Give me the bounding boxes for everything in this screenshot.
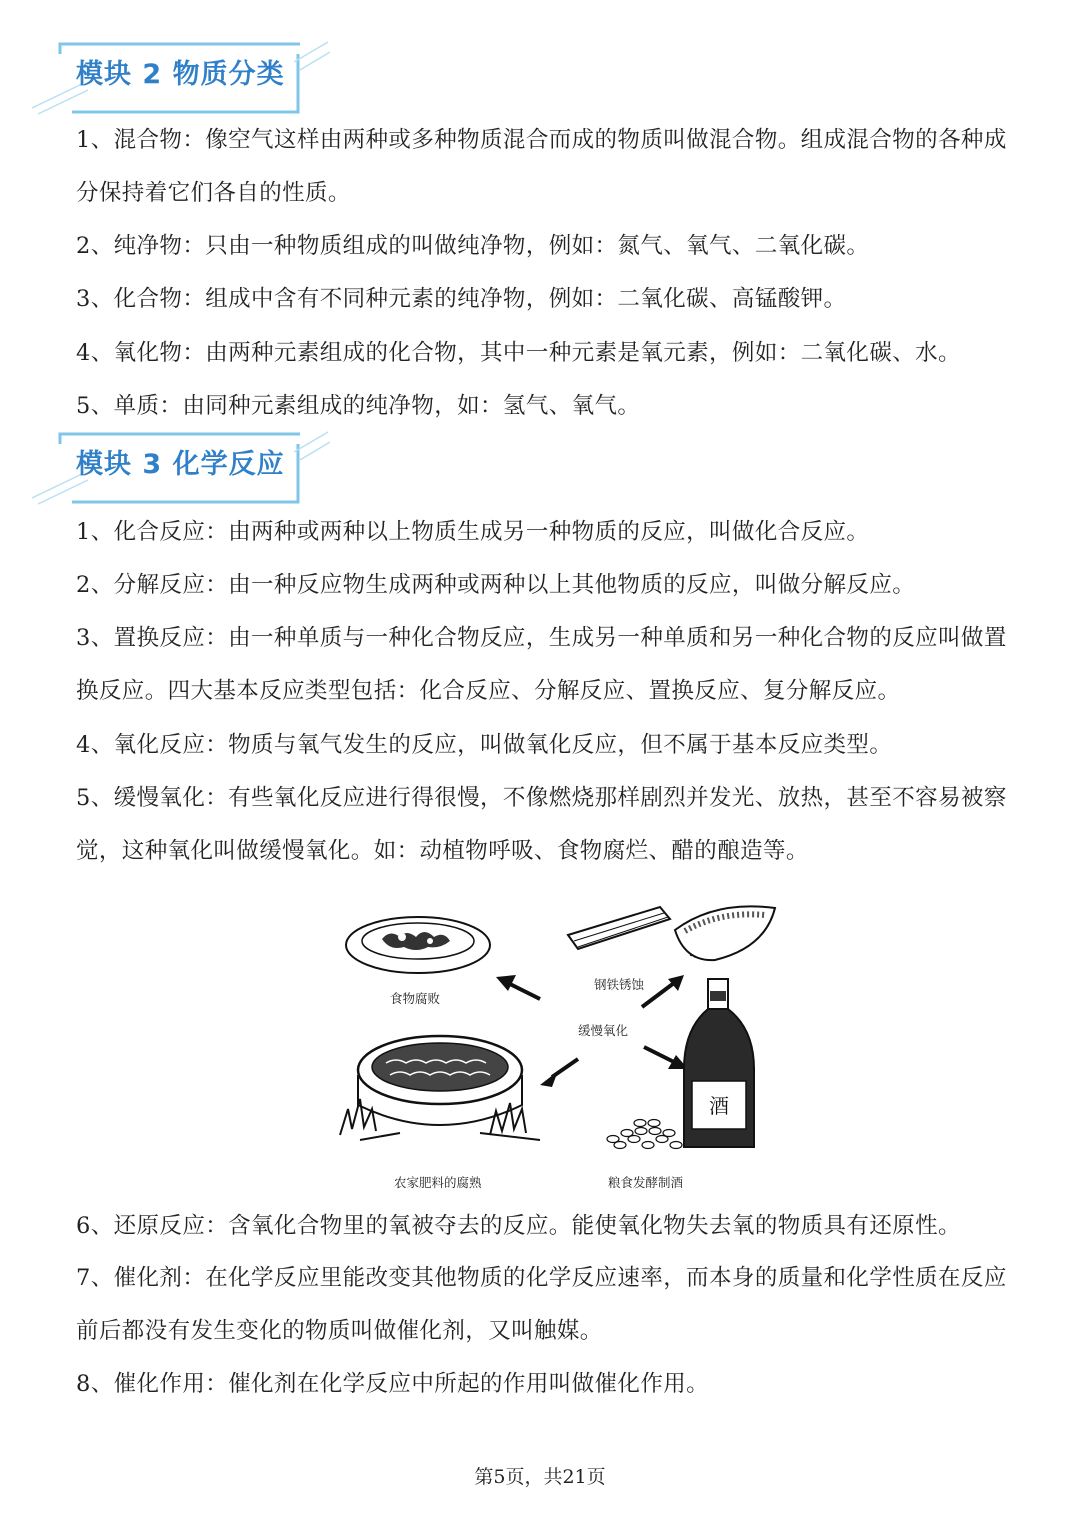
arrow-to-steel-icon [642, 975, 684, 1007]
module2-item-2: 2、纯净物：只由一种物质组成的叫做纯净物，例如：氮气、氧气、二氧化碳。 [76, 233, 870, 259]
module2-heading [32, 40, 332, 120]
module3-item-1: 1、化合反应：由两种或两种以上物质生成另一种物质的反应，叫做化合反应。 [76, 519, 870, 545]
rotten-food-plate-icon [346, 917, 490, 973]
module3-item-8: 8、催化作用：催化剂在化学反应中所起的作用叫做催化作用。 [76, 1371, 710, 1397]
module2-item-5: 5、单质：由同种元素组成的纯净物，如：氢气、氧气。 [76, 393, 641, 419]
wine-bottle-label: 酒 [709, 1094, 729, 1118]
module2-item-4: 4、氧化物：由两种元素组成的化合物，其中一种元素是氧元素，例如：二氧化碳、水。 [76, 340, 961, 366]
arrow-to-food-icon [496, 975, 540, 999]
module3-heading [32, 430, 332, 510]
compost-label: 农家肥料的腐熟 [394, 1175, 482, 1190]
slow-oxidation-figure [330, 895, 780, 1200]
wine-bottle-icon [684, 979, 754, 1147]
grain-pile-icon [607, 1120, 682, 1149]
module3-item-4: 4、氧化反应：物质与氧气发生的反应，叫做氧化反应，但不属于基本反应类型。 [76, 732, 893, 758]
compost-basin-icon [340, 1036, 540, 1140]
module3-item-3: 3、置换反应：由一种单质与一种化合物反应，生成另一种单质和另一种化合物的反应叫做置换反应。四大基本反应类型包括：化合反应、分解反应、置换反应、复分解反应。 [76, 625, 1007, 704]
module3-item-5: 5、缓慢氧化：有些氧化反应进行得很慢，不像燃烧那样剧烈并发光、放热，甚至不容易被察觉，这种氧化叫做缓慢氧化。如：动植物呼吸、食物腐烂、醋的酿造等。 [76, 785, 1007, 864]
module3-title: 模块 3 化学反应 [76, 449, 285, 480]
module2-item-1: 1、混合物：像空气这样由两种或多种物质混合而成的物质叫做混合物。组成混合物的各种成分保持着它们各自的性质。 [76, 127, 1007, 206]
module3-item-6: 6、还原反应：含氧化合物里的氧被夺去的反应。能使氧化物失去氧的物质具有还原性。 [76, 1213, 961, 1239]
food-label: 食物腐败 [390, 991, 441, 1006]
steel-label: 钢铁锈蚀 [594, 977, 645, 992]
center-label: 缓慢氧化 [578, 1023, 629, 1038]
slow-oxidation-illustration [330, 895, 780, 1200]
arrow-to-wine-icon [644, 1047, 688, 1069]
page-number: 第5页，共21页 [474, 1466, 606, 1488]
rusty-steel-icon [568, 906, 775, 960]
module2-title: 模块 2 物质分类 [76, 59, 285, 90]
arrow-to-compost-icon [540, 1059, 578, 1087]
module3-item-7: 7、催化剂：在化学反应里能改变其他物质的化学反应速率，而本身的质量和化学性质在反应前后都没有发生变化的物质叫做催化剂，又叫触媒。 [76, 1265, 1007, 1344]
wine-label: 粮食发酵制酒 [608, 1175, 684, 1190]
module2-item-3: 3、化合物：组成中含有不同种元素的纯净物，例如：二氧化碳、高锰酸钾。 [76, 286, 847, 312]
module3-item-2: 2、分解反应：由一种反应物生成两种或两种以上其他物质的反应，叫做分解反应。 [76, 572, 916, 598]
